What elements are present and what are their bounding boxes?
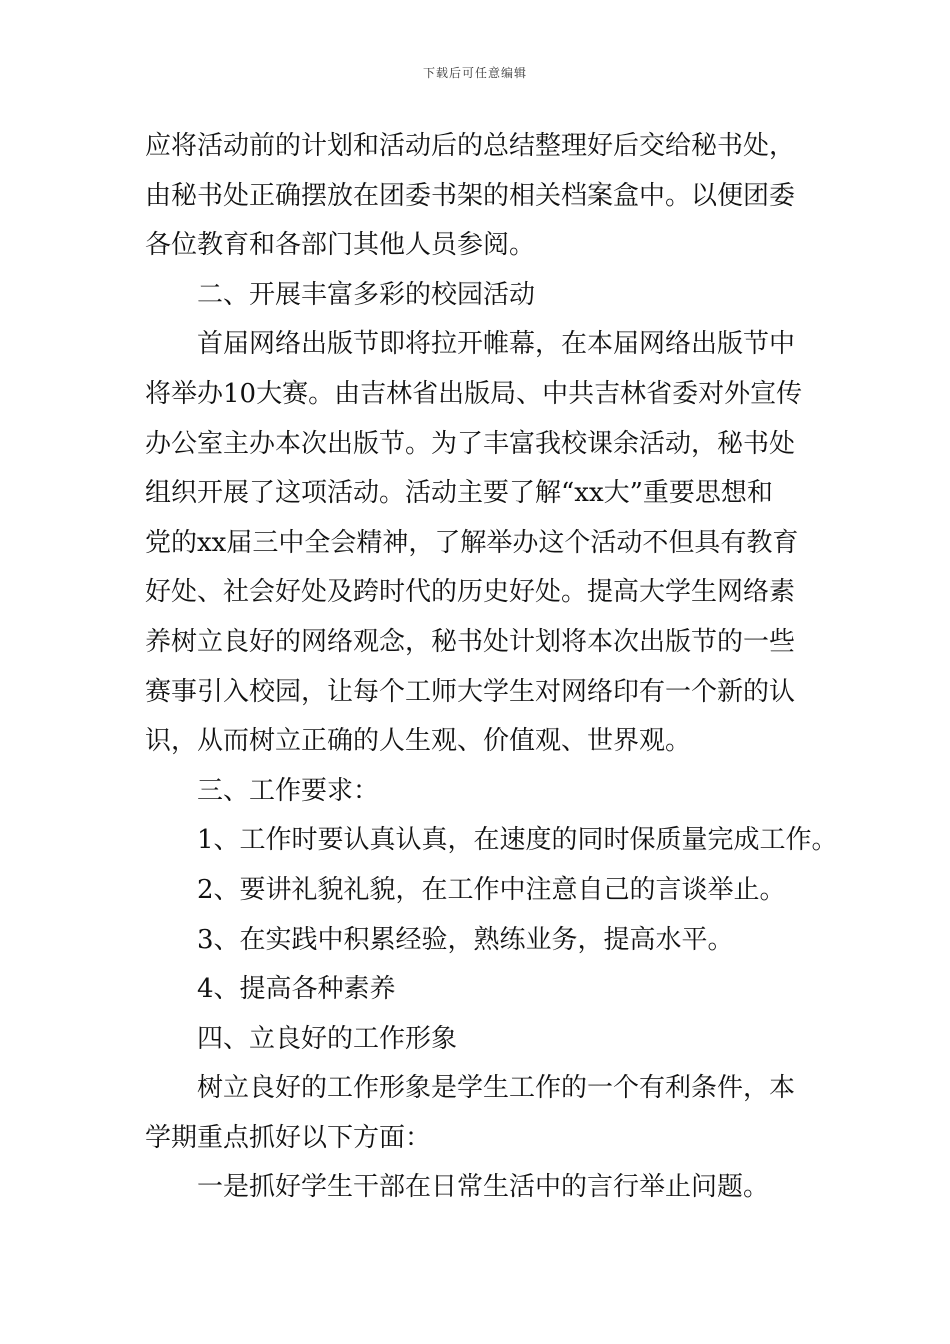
section-heading: 二、开展丰富多彩的校园活动 [197, 279, 536, 310]
text-line: 赛事引入校园，让每个工师大学生对网络印有一个新的认 [145, 676, 796, 707]
paragraph-start: 首届网络出版节即将拉开帷幕，在本届网络出版节中 [197, 329, 796, 360]
text-line: 各位教育和各部门其他人员参阅。 [145, 230, 536, 261]
section-heading: 三、工作要求： [197, 775, 380, 806]
text-line: 由秘书处正确摆放在团委书架的相关档案盒中。以便团委 [145, 180, 796, 211]
text-line: 办公室主办本次出版节。为了丰富我校课余活动，秘书处 [145, 428, 796, 459]
list-item: 2、要讲礼貌礼貌，在工作中注意自己的言谈举止。 [197, 874, 786, 905]
list-item: 3、在实践中积累经验，熟练业务，提高水平。 [197, 924, 734, 955]
text-line: 养树立良好的网络观念，秘书处计划将本次出版节的一些 [145, 626, 796, 657]
list-item: 4、提高各种素养 [197, 974, 396, 1005]
page-header: 下载后可任意编辑 [422, 66, 527, 80]
paragraph-start: 一是抓好学生干部在日常生活中的言行举止问题。 [197, 1172, 770, 1203]
text-line: 将举办10大赛。由吉林省出版局、中共吉林省委对外宣传 [145, 378, 803, 409]
paragraph-start: 树立良好的工作形象是学生工作的一个有利条件，本 [197, 1073, 796, 1104]
text-line: 好处、社会好处及跨时代的历史好处。提高大学生网络素 [145, 577, 796, 608]
text-line: 应将活动前的计划和活动后的总结整理好后交给秘书处， [145, 131, 796, 161]
section-heading: 四、立良好的工作形象 [197, 1023, 458, 1054]
text-line: 识，从而树立正确的人生观、价值观、世界观。 [145, 726, 692, 757]
text-line: 学期重点抓好以下方面： [145, 1122, 432, 1153]
list-item: 1、工作时要认真认真，在速度的同时保质量完成工作。 [197, 825, 838, 856]
document-body [145, 122, 838, 1213]
text-line: 党的xx届三中全会精神，了解举办这个活动不但具有教育 [145, 527, 799, 558]
text-line: 组织开展了这项活动。活动主要了解“xx大”重要思想和 [145, 478, 773, 509]
